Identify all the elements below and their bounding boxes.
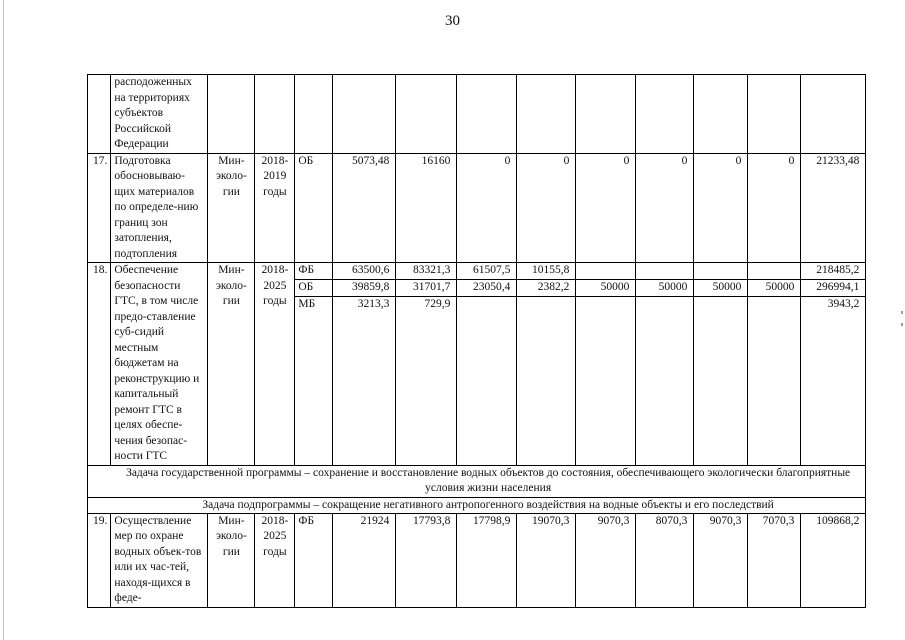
- value-cell: 5073,48: [333, 153, 396, 263]
- value-cell: 61507,5: [457, 263, 517, 280]
- total-cell: 21233,48: [801, 153, 866, 263]
- value-cell: 16160: [396, 153, 457, 263]
- value-cell: 0: [694, 153, 748, 263]
- value-cell: 3213,3: [333, 297, 396, 465]
- executor: Мин-эколо-гии: [208, 153, 255, 263]
- value-cell: [576, 263, 636, 280]
- table-row-19: [88, 513, 866, 607]
- page-number: 30: [445, 13, 460, 29]
- funding-source: ОБ: [295, 153, 333, 263]
- value-cell: 0: [748, 153, 801, 263]
- value-cell: 39859,8: [333, 280, 396, 297]
- period: 2018-2019 годы: [255, 153, 295, 263]
- measure-name: Обеспечение безопасности ГТС, в том числе предо-ставление суб-сидий местным бюджетам на реконструкцию и капитальный ремонт ГТС в целях обеспе-чения безопас-ности ГТС: [111, 263, 208, 466]
- value-cell: 83321,3: [396, 263, 457, 280]
- value-cell: 2382,2: [517, 280, 576, 297]
- value-cell: [636, 297, 694, 465]
- value-cell: 50000: [636, 280, 694, 297]
- value-cell: 17793,8: [396, 513, 457, 607]
- task-heading: Задача государственной программы – сохранение и восстановление водных объектов до состояния, обеспечивающего экологически благоприятные условия жизни населения: [111, 465, 866, 497]
- value-cell: [748, 263, 801, 280]
- value-cell: [517, 297, 576, 465]
- table-row-17: [88, 153, 866, 263]
- value-cell: 9070,3: [694, 513, 748, 607]
- value-cell: 9070,3: [576, 513, 636, 607]
- funding-source: ФБ: [295, 263, 333, 280]
- task-heading: Задача подпрограммы – сокращение негативного антропогенного воздействия на водные объекты и его последствий: [111, 497, 866, 513]
- value-cell: 19070,3: [517, 513, 576, 607]
- funding-source: МБ: [295, 297, 333, 465]
- value-cell: 50000: [576, 280, 636, 297]
- value-cell: 50000: [694, 280, 748, 297]
- funding-source: ФБ: [295, 513, 333, 607]
- value-cell: 50000: [748, 280, 801, 297]
- value-cell: 31701,7: [396, 280, 457, 297]
- total-cell: 109868,2: [801, 513, 866, 607]
- task-row-state-program: [88, 465, 866, 497]
- value-cell: 0: [517, 153, 576, 263]
- program-table: [87, 74, 866, 608]
- value-cell: 0: [457, 153, 517, 263]
- value-cell: [694, 263, 748, 280]
- total-cell: 296994,1: [801, 280, 866, 297]
- scan-edge-line: [3, 0, 4, 640]
- period: 2018-2025 годы: [255, 513, 295, 607]
- scan-speck: [901, 323, 903, 326]
- value-cell: 8070,3: [636, 513, 694, 607]
- value-cell: 729,9: [396, 297, 457, 465]
- row-index: 17.: [88, 153, 111, 263]
- row-index: 19.: [88, 513, 111, 607]
- value-cell: 21924: [333, 513, 396, 607]
- measure-name: расподоженных на территориях субъектов Российской Федерации: [111, 75, 208, 154]
- measure-name: Подготовка обосновываю-щих материалов по определе-нию границ зон затопления, подтопления: [111, 153, 208, 263]
- value-cell: [576, 297, 636, 465]
- funding-source: ОБ: [295, 280, 333, 297]
- value-cell: [694, 297, 748, 465]
- value-cell: 17798,9: [457, 513, 517, 607]
- value-cell: 63500,6: [333, 263, 396, 280]
- value-cell: 0: [576, 153, 636, 263]
- value-cell: 23050,4: [457, 280, 517, 297]
- period: 2018-2025 годы: [255, 263, 295, 466]
- executor: Мин-эколо-гии: [208, 263, 255, 466]
- executor: Мин-эколо-гии: [208, 513, 255, 607]
- value-cell: [636, 263, 694, 280]
- value-cell: 7070,3: [748, 513, 801, 607]
- total-cell: 218485,2: [801, 263, 866, 280]
- scan-speck: [901, 311, 903, 314]
- value-cell: [457, 297, 517, 465]
- value-cell: [748, 297, 801, 465]
- table-row-18-fb: [88, 263, 866, 280]
- row-index: 18.: [88, 263, 111, 466]
- value-cell: 0: [636, 153, 694, 263]
- table-row-continuation: [88, 75, 866, 154]
- task-row-subprogram: [88, 497, 866, 513]
- value-cell: 10155,8: [517, 263, 576, 280]
- total-cell: 3943,2: [801, 297, 866, 465]
- measure-name: Осуществление мер по охране водных объек-тов или их час-тей, находя-щихся в феде-: [111, 513, 208, 607]
